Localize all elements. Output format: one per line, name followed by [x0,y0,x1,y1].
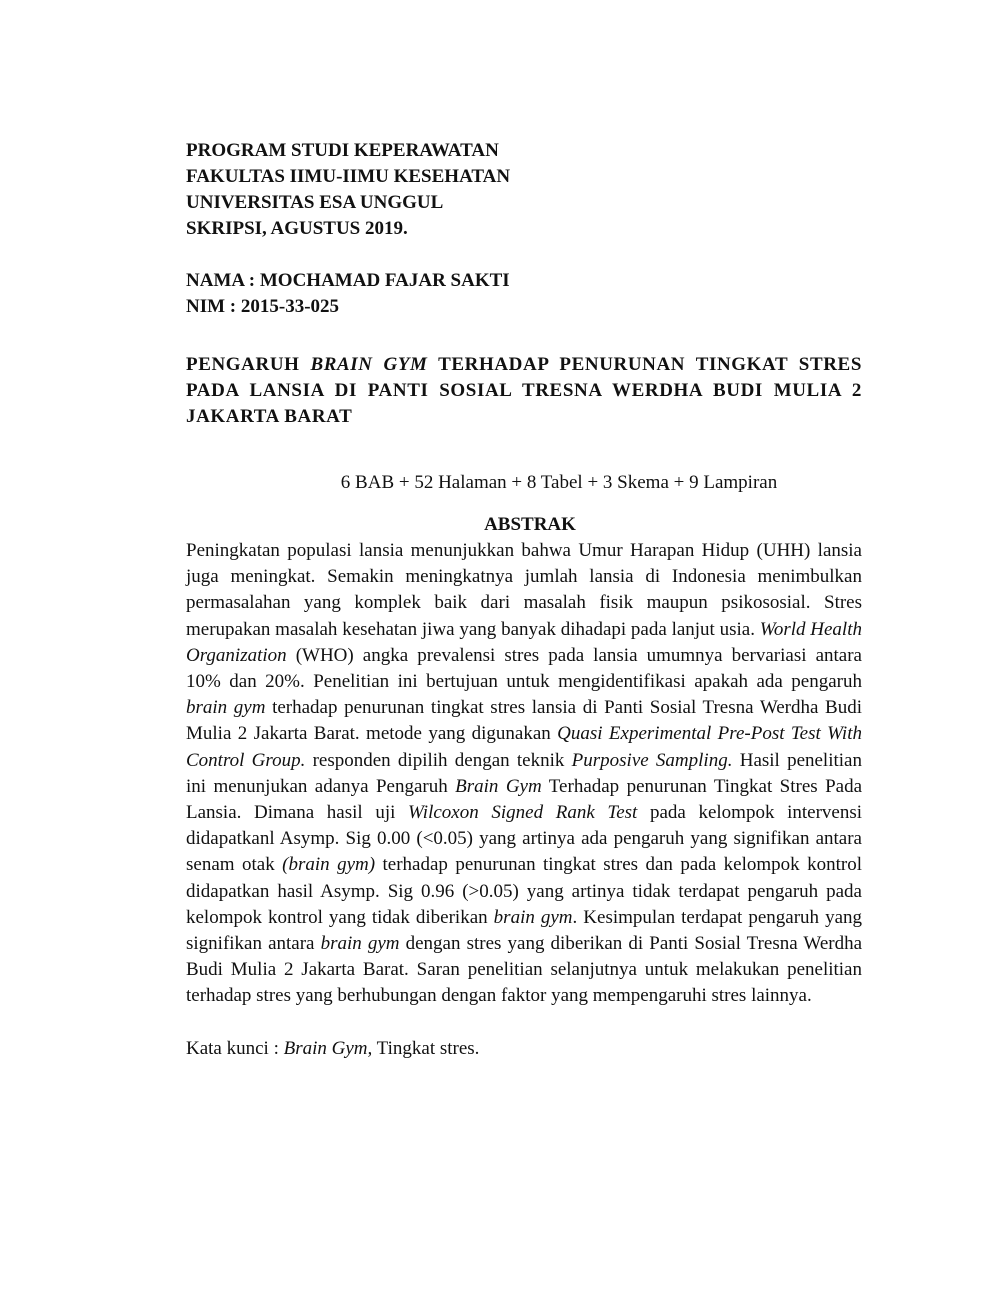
abstract-italic-term: Quasi Experimental Pre-Post Test With Control Group. [186,723,862,771]
abstract-italic-term: Purposive Sampling. [571,749,733,771]
abstract-italic-term: brain gym [493,906,573,928]
abstract-text-segment: Terhadap penurunan Tingkat Stres Pada Lansia. Dimana hasil uji [186,775,863,824]
abstract-italic-term: Wilcoxon Signed Rank Test [408,802,638,824]
keywords-line [186,1036,862,1062]
abstract-italic-term: Brain Gym [455,775,542,797]
abstract-text-segment: pada kelompok intervensi didapatkanl Asymp. Sig 0.00 (<0.05) yang artinya ada pengaruh yang signifikan antara senam otak [186,802,863,876]
abstract-text-segment: terhadap penurunan tingkat stres lansia di Panti Sosial Tresna Werdha Budi Mulia 2 Jakarta Barat. metode yang digunakan [186,697,862,745]
abstract-text-segment: Peningkatan populasi lansia menunjukkan bahwa Umur Harapan Hidup (UHH) lansia juga meningkat. Semakin meningkatnya jumlah lansia di Indonesia menimbulkan permasalahan yang komplek baik dari masalah fisik maupun psikososial. Stres merupakan masalah kesehatan jiwa yang banyak dihadapi pada lanjut usia. [186,540,862,640]
abstract-italic-term: brain gym [320,933,400,955]
title-italic: BRAIN GYM [310,354,428,375]
abstract-italic-term: (brain gym) [282,854,376,876]
abstract-text-segment: responden dipilih dengan teknik [305,749,572,771]
keywords-rest: Tingkat stres. [372,1037,480,1059]
author-name: NAMA : MOCHAMAD FAJAR SAKTI [186,270,510,291]
document-counts: 6 BAB + 52 Halaman + 8 Tabel + 3 Skema + 9 Lampiran [340,472,778,493]
document-page [186,138,862,1062]
abstract-text-segment: . Kesimpulan terdapat pengaruh yang signifikan antara [186,906,862,955]
abstract-text-segment: Hasil penelitian ini menunjukan adanya Pengaruh [186,749,862,797]
thesis-title [186,352,862,430]
author-identity [186,268,862,320]
abstract-italic-term: World Health Organization [186,618,862,666]
keywords-label: Kata kunci : [186,1037,284,1059]
abstract-italic-term: brain gym [186,697,266,719]
university-line: UNIVERSITAS ESA UNGGUL [186,192,444,213]
abstract-body [186,538,862,1010]
abstract-text-segment: terhadap penurunan tingkat stres dan pada kelompok kontrol didapatkan hasil Asymp. Sig 0.96 (>0.05) yang artinya tidak terdapat pengaruh pada kelompok kontrol yang tidak diberikan [186,854,862,928]
keywords-italic: Brain Gym, [283,1037,373,1059]
program-line: PROGRAM STUDI KEPERAWATAN [186,140,499,161]
abstract-text-segment: (WHO) angka prevalensi stres pada lansia umumnya bervariasi antara 10% dan 20%. Penelitian ini bertujuan untuk mengidentifikasi apakah ada pengaruh [186,644,862,693]
title-part-2: TERHADAP PENURUNAN TINGKAT STRES PADA LANSIA DI PANTI SOSIAL TRESNA WERDHA BUDI MULIA 2 JAKARTA BARAT [186,354,862,427]
abstract-heading: ABSTRAK [484,514,576,535]
abstract-text-segment: dengan stres yang diberikan di Panti Sosial Tresna Werdha Budi Mulia 2 Jakarta Barat. Saran penelitian selanjutnya untuk melakukan penelitian terhadap stres yang berhubungan dengan faktor yang mempengaruhi stres lainnya. [186,933,863,1007]
thesis-date-line: SKRIPSI, AGUSTUS 2019. [186,218,408,239]
title-part-1: PENGARUH [186,354,311,375]
student-id: NIM : 2015-33-025 [186,296,340,317]
institution-header [186,138,862,242]
faculty-line: FAKULTAS IIMU-IIMU KESEHATAN [186,166,511,187]
